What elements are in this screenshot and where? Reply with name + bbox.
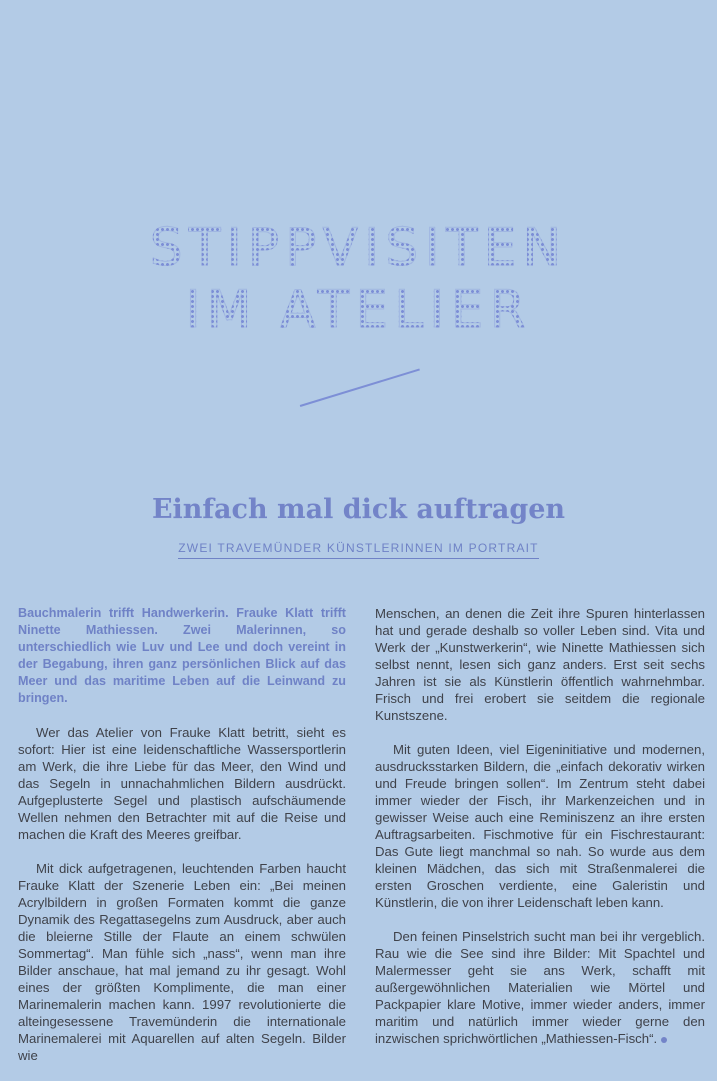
body-paragraph-text: Den feinen Pinselstrich sucht man bei ihr vergeblich. Rau wie die See sind ihre Bilder: Mit Spachtel und Malermesser geht sie ans Werk, schafft mit außergewöhnlichen Materialien wie Mörtel und Packpapier klare Motive, immer wieder anders, immer maritim und natürlich immer wieder gerne den inzwischen sprichwörtlichen „Mathiessen-Fisch“. [375, 929, 705, 1046]
article-headline: Einfach mal dick auftragen [151, 494, 566, 525]
article-subheadline [0, 541, 717, 555]
body-paragraph: Menschen, an denen die Zeit ihre Spuren hinterlassen hat und gerade deshalb so voller Leben sind. Vita und Werk der „Kunstwerkerin“, wie Ninette Mathiessen sich selbst nennt, lesen sich ganz anders. Erst seit sechs Jahren ist sie als Künstlerin öffentlich wahrnehmbar. Frisch und frei erobert sie seitdem die regionale Kunstszene. [375, 606, 705, 723]
decorative-line [300, 368, 420, 406]
title-line-1: STIPPVISITEN [0, 222, 717, 274]
title-line-2: IM ATELIER [0, 284, 717, 336]
column-left [18, 605, 346, 1081]
body-paragraph-last [375, 928, 705, 1047]
body-paragraph: Mit guten Ideen, viel Eigeninitiative und modernen, ausdrucksstarken Bildern, die „einfach dekorativ wirken und Freude bringen sollen“. Im Zentrum steht dabei immer wieder der Fisch, ihr Markenzeichen und in gewisser Weise auch eine Reminiszenz an ihre ersten Auftragsarbeiten. Fischmotive für ein Fischrestaurant: Das Gute liegt manchmal so nah. So wurde aus dem kleinen Mädchen, das sich mit Straßenmalerei die ersten Groschen verdiente, eine Galeristin und Künstlerin, die von ihrer Leidenschaft leben kann. [375, 742, 705, 910]
column-right [375, 605, 705, 1064]
body-paragraph: Wer das Atelier von Frauke Klatt betritt, sieht es sofort: Hier ist eine leidenschaftliche Wassersportlerin am Werk, die ihre Liebe für das Meer, den Wind und das Segeln in unnachahmlichen Bildern ausdrückt. Aufgeplusterte Segel und plastisch aufschäumende Wellen nehmen den Betrachter mit auf die Reise und machen die Kraft des Meeres greifbar. [18, 725, 346, 842]
subheadline-text: ZWEI TRAVEMÜNDER KÜNSTLERINNEN IM PORTRAIT [178, 541, 538, 559]
body-paragraph: Mit dick aufgetragenen, leuchtenden Farben haucht Frauke Klatt der Szenerie Leben ein: „Bei meinen Acrylbildern in großen Formaten kommt die ganze Dynamik des Regattasegelns zum Ausdruck, aber auch die bleierne Stille der Flaute an einem schwülen Sommertag“. Man fühle sich „nass“, wenn man ihre Bilder anschaue, hat mal jemand zu ihr gesagt. Wohl eines der größten Komplimente, die man einer Marinemalerin machen kann. 1997 revolutionierte die alteingesessene Travemünderin die internationale Marinemalerei mit Aquarellen auf alten Segeln. Bilder wie [18, 861, 346, 1063]
lead-paragraph: Bauchmalerin trifft Handwerkerin. Frauke Klatt trifft Ninette Mathiessen. Zwei Malerinnen, so unterschiedlich wie Luv und Lee und doch vereint in der Begabung, ihren ganz persönlichen Blick auf das Meer und das maritime Leben auf die Leinwand zu bringen. [18, 606, 346, 705]
end-mark-icon [661, 1037, 667, 1043]
